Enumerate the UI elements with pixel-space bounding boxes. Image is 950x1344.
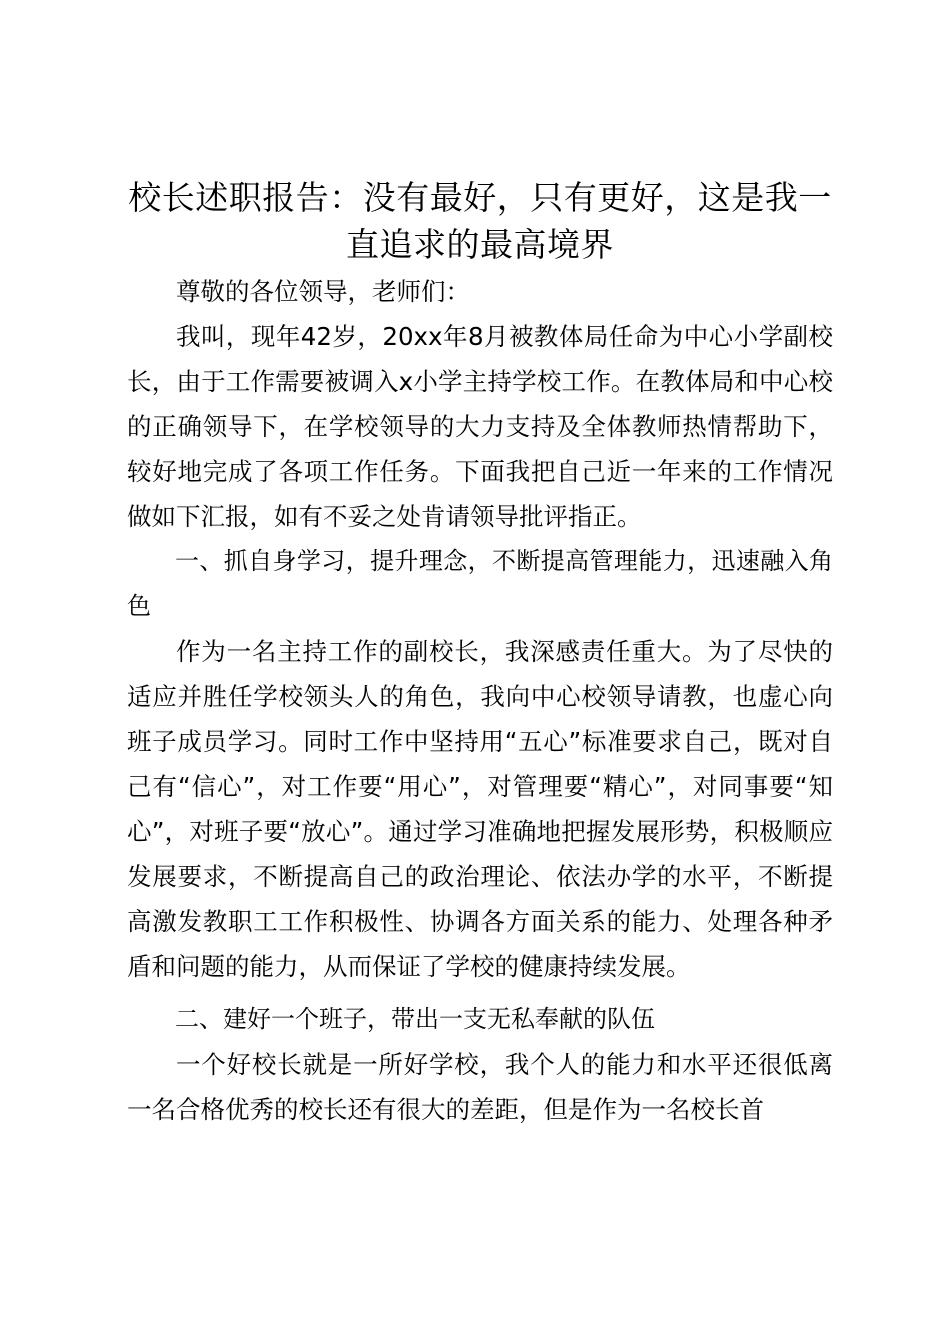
section-2-heading: 二、建好一个班子，带出一支无私奉献的队伍 [175, 1005, 655, 1033]
document-title: 校长述职报告：没有最好，只有更好，这是我一直追求的最高境界 [128, 178, 832, 264]
intro-paragraph: 我叫，现年42岁，20xx年8月被教体局任命为中心小学副校长，由于工作需要被调入x小学主持学校工作。在教体局和中心校的正确领导下，在学校领导的大力支持及全体教师热情帮助下，较好地完成了各项工作任务。下面我把自己近一年来的工作情况做如下汇报，如有不妥之处肯请领导批评指正。 [127, 322, 833, 531]
section-2-paragraph: 一个好校长就是一所好学校，我个人的能力和水平还很低离一名合格优秀的校长还有很大的差距，但是作为一名校长首 [127, 1050, 833, 1124]
section-1-heading: 一、抓自身学习，提升理念，不断提高管理能力，迅速融入角色 [127, 547, 833, 620]
salutation: 尊敬的各位领导，老师们： [176, 277, 470, 306]
document-body [127, 174, 833, 1132]
section-1-paragraph: 作为一名主持工作的副校长，我深感责任重大。为了尽快的适应并胜任学校领头人的角色，我向中心校领导请教，也虚心向班子成员学习。同时工作中坚持用“五心”标准要求自己，既对自己有“信心”，对工作要“用心”，对管理要“精心”，对同事要“知心”，对班子要“放心”。通过学习准确地把握发展形势，积极顺应发展要求，不断提高自己的政治理论、依法办学的水平，不断提高激发教职工工作积极性、协调各方面关系的能力、处理各种矛盾和问题的能力，从而保证了学校的健康持续发展。 [127, 637, 833, 981]
